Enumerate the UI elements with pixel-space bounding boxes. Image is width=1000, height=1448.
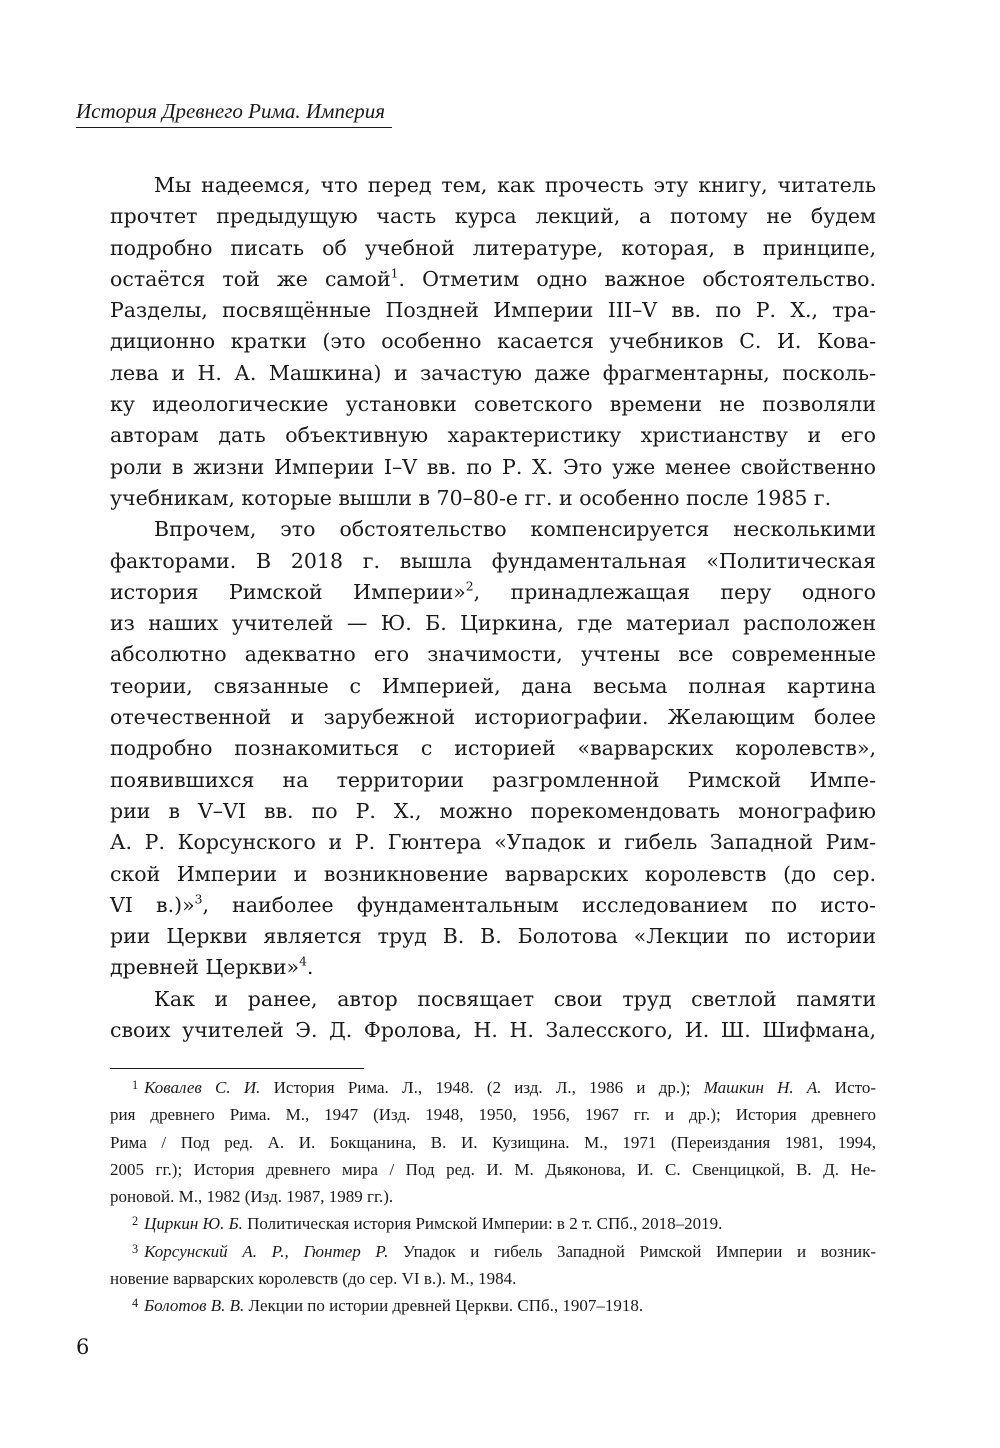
text-run: VI в.)» (110, 892, 195, 917)
text-line (110, 201, 876, 232)
text-run: Разделы, посвящённые Поздней Империи III–V вв. по Р. Х., тра- (110, 298, 876, 323)
text-run: История Рима. Л., 1948. (2 изд. Л., 1986 и др.); (260, 1078, 704, 1097)
text-line (110, 859, 876, 890)
text-run: рии в V–VI вв. по Р. Х., можно порекомендовать монографию (110, 798, 876, 823)
footnote-line (110, 1238, 876, 1265)
footnote-4 (110, 1292, 876, 1319)
paragraph (110, 514, 876, 983)
text-run: роновой. М., 1982 (Изд. 1987, 1989 гг.). (110, 1187, 394, 1207)
footnote-ref: 2 (465, 579, 474, 594)
text-line (110, 483, 876, 514)
text-line (110, 671, 876, 702)
text-line (110, 890, 876, 921)
footnote-ref: 3 (194, 892, 203, 907)
text-line (110, 358, 876, 389)
text-run: абсолютно адекватно его значимости, учтены все современные (110, 642, 876, 667)
text-line (110, 452, 876, 483)
paragraph (110, 984, 876, 1047)
footnote-ref: 1 (390, 266, 399, 281)
text-line (110, 796, 876, 827)
text-line (110, 1015, 876, 1046)
text-run: учебникам, которые вышли в 70–80-е гг. и особенно после 1985 г. (110, 485, 832, 510)
text-run: древней Церкви» (110, 955, 300, 980)
footnote-line (110, 1074, 876, 1101)
text-run: , наиболее фундаментальным исследованием по исто- (202, 892, 876, 917)
page-number: 6 (76, 1335, 90, 1359)
text-run: ку идеологические установки советского времени не позволяли (110, 392, 876, 417)
text-run: Исто- (821, 1078, 876, 1097)
text-run: Впрочем, это обстоятельство компенсируется несколькими (154, 517, 876, 542)
text-run: роли в жизни Империи I–V вв. по Р. Х. Это уже менее свойственно (110, 454, 876, 479)
text-line (110, 420, 876, 451)
text-line (110, 765, 876, 796)
main-text (110, 170, 876, 1046)
text-line (110, 389, 876, 420)
text-line (110, 952, 876, 983)
footnote-number: 3 (132, 1241, 139, 1256)
text-line (110, 295, 876, 326)
text-run: Упадок и гибель Западной Римской Империи и возник- (388, 1241, 877, 1261)
text-run: рия древнего Рима. М., 1947 (Изд. 1948, 1950, 1956, 1967 гг. и др.); История древнего (110, 1105, 876, 1125)
author-name: Машкин Н. А. (703, 1078, 822, 1097)
text-line (110, 326, 876, 357)
footnote-line (110, 1265, 876, 1292)
text-run: Рима / Под ред. А. И. Бокщанина, В. И. Кузищина. М., 1971 (Переиздания 1981, 1994, (110, 1132, 876, 1152)
text-run: подробно познакомиться с историей «варварских королевств», (110, 736, 876, 761)
footnote-number: 1 (132, 1077, 139, 1092)
text-run: Лекции по истории древней Церкви. СПб., 1907–1918. (244, 1296, 644, 1316)
footnote-number: 2 (132, 1214, 139, 1229)
footnote-line (110, 1292, 876, 1319)
footnote-line (110, 1183, 876, 1210)
text-line (110, 170, 876, 201)
paragraph (110, 170, 876, 514)
text-line (110, 702, 876, 733)
text-line (110, 639, 876, 670)
text-run: А. Р. Корсунского и Р. Гюнтера «Упадок и гибель Западной Рим- (110, 830, 876, 855)
footnote-separator (110, 1068, 364, 1069)
text-run: , принадлежащая перу одного (473, 579, 876, 604)
text-run: остаётся той же самой (110, 266, 391, 291)
text-run: прочтет предыдущую часть курса лекций, а потому не будем (110, 204, 876, 229)
text-run: теории, связанные с Империей, дана весьма полная картина (110, 673, 876, 698)
footnote-2 (110, 1210, 876, 1237)
text-run: отечественной и зарубежной историографии. Желающим более (110, 705, 876, 730)
text-run: Мы надеемся, что перед тем, как прочесть эту книгу, читатель (154, 173, 876, 197)
text-line (110, 921, 876, 952)
author-name: Ковалев С. И. (144, 1078, 261, 1097)
footnote-3 (110, 1238, 876, 1293)
running-head: История Древнего Рима. Империя (76, 99, 386, 123)
text-run: факторами. В 2018 г. вышла фундаментальная «Политическая (110, 548, 876, 573)
text-line (110, 608, 876, 639)
text-run: новение варварских королевств (до сер. VI в.). М., 1984. (110, 1269, 517, 1289)
text-line (110, 546, 876, 577)
footnote-line (110, 1210, 876, 1237)
running-head-rule (76, 127, 392, 128)
author-name: Циркин Ю. Б. (144, 1214, 243, 1234)
footnote-line (110, 1101, 876, 1128)
text-line (110, 577, 876, 608)
text-run: подробно писать об учебной литературе, которая, в принципе, (110, 235, 876, 260)
author-name: Болотов В. В. (144, 1296, 245, 1316)
text-line (110, 827, 876, 858)
text-run: ской Империи и возникновение варварских королевств (до сер. (110, 861, 876, 886)
author-name: Корсунский А. Р., Гюнтер Р. (144, 1241, 389, 1261)
text-run: лева и Н. А. Машкина) и зачастую даже фрагментарны, посколь- (110, 360, 876, 385)
text-run: Как и ранее, автор посвящает свои труд светлой памяти (154, 986, 876, 1011)
text-line (110, 264, 876, 295)
text-run: история Римской Империи» (110, 579, 466, 604)
text-line (110, 984, 876, 1015)
text-line (110, 733, 876, 764)
footnote-line (110, 1129, 876, 1156)
text-run: 2005 гг.); История древнего мира / Под ред. И. М. Дьяконова, И. С. Свенцицкой, В. Д. Не- (110, 1159, 876, 1179)
footnote-1 (110, 1074, 876, 1210)
footnotes (110, 1074, 876, 1320)
text-run: Политическая история Римской Империи: в 2 т. СПб., 2018–2019. (242, 1214, 723, 1234)
text-run: . (306, 955, 314, 980)
text-run: . Отметим одно важное обстоятельство. (398, 266, 876, 291)
text-line (110, 233, 876, 264)
footnote-line (110, 1156, 876, 1183)
text-run: из наших учителей — Ю. Б. Циркина, где материал расположен (110, 611, 876, 636)
footnote-number: 4 (132, 1296, 139, 1311)
text-run: авторам дать объективную характеристику христианству и его (110, 423, 876, 448)
text-run: появившихся на территории разгромленной Римской Импе- (110, 767, 876, 792)
text-run: своих учителей Э. Д. Фролова, Н. Н. Залесского, И. Ш. Шифмана, (110, 1018, 876, 1043)
text-run: рии Церкви является труд В. В. Болотова «Лекции по истории (110, 924, 876, 949)
text-line (110, 514, 876, 545)
text-run: диционно кратки (это особенно касается учебников С. И. Кова- (110, 329, 876, 354)
footnote-ref: 4 (299, 954, 307, 969)
